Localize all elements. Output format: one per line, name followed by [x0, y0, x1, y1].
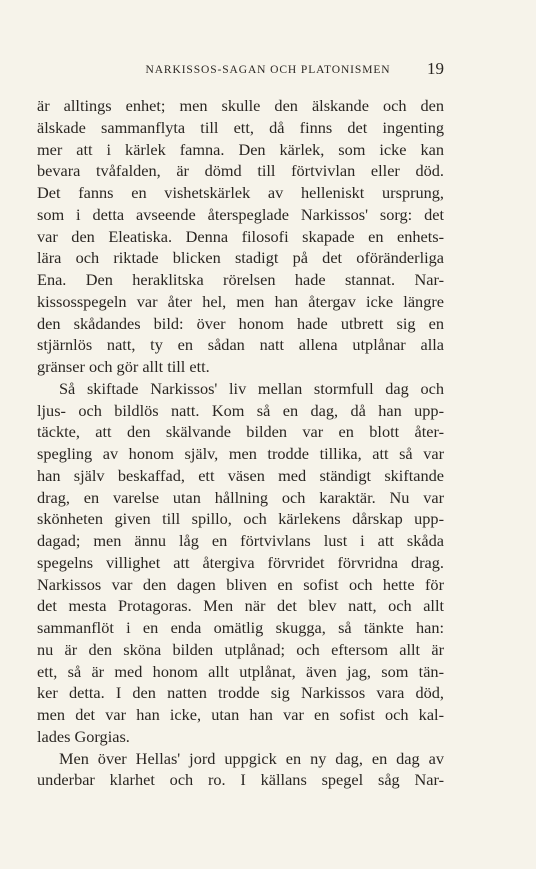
text-line: det mesta Protagoras. Men när det blev natt, och allt [37, 596, 444, 616]
text-line: var den Eleatiska. Denna filosofi skapade en enhets- [37, 226, 444, 246]
text-line: men det var han icke, utan han var en sofist och kal- [37, 705, 444, 724]
text-line: drag, en varelse utan hållning och karaktär. Nu var [37, 487, 444, 507]
text-line: älskade sammanflyta till ett, då finns det ingenting [37, 117, 444, 137]
text-line: lära och riktade blicken stadigt på det oföränderliga [37, 248, 444, 268]
running-title: NARKISSOS-SAGAN OCH PLATONISMEN [145, 64, 391, 76]
text-line: skönheten given till spillo, och kärlekens dårskap upp- [37, 509, 444, 529]
text-line: är alltings enhet; men skulle den älskande och den [37, 96, 444, 115]
text-line: kissosspegeln var åter hel, men han återgav icke längre [37, 291, 444, 311]
text-line: lades Gorgias. [37, 726, 130, 746]
page-number: 19 [427, 59, 444, 78]
text-line: sammanflöt i en enda omätlig skugga, så tänkte han: [37, 618, 444, 637]
text-line: ett, så är med honom allt utplånat, även jag, som tän- [37, 661, 444, 681]
text-line: han själv beskaffad, ett väsen med ständigt skiftande [37, 465, 444, 485]
text-line: Narkissos var den dagen bliven en sofist och hette för [37, 574, 444, 594]
text-line: täckte, att den skälvande bilden var en blott åter- [37, 422, 444, 442]
text-line: nu är den sköna bilden utplånad; och eftersom allt är [37, 639, 444, 659]
text-line: Det fanns en vishetskärlek av helleniskt ursprung, [37, 183, 444, 202]
text-line: underbar klarhet och ro. I källans spegel såg Nar- [37, 770, 444, 790]
text-line: den skådandes bild: över honom hade utbrett sig en [37, 313, 444, 333]
text-line: mer att i kärlek famna. Den kärlek, som icke kan [37, 139, 444, 159]
text-line: Men över Hellas' jord uppgick en ny dag, en dag av [59, 748, 444, 768]
text-line: stjärnlös natt, ty en sådan natt allena utplånar alla [37, 335, 444, 355]
text-line: som i detta avseende återspeglade Narkissos' sorg: det [37, 204, 444, 224]
text-line: ljus- och bildlös natt. Kom så en dag, då han upp- [37, 400, 444, 420]
text-line: spegling av honom själv, men trodde tillika, att så var [37, 444, 444, 463]
text-line: ker detta. I den natten trodde sig Narkissos vara död, [37, 683, 444, 703]
text-line: Så skiftade Narkissos' liv mellan stormfull dag och [59, 378, 444, 398]
body-text [37, 95, 444, 791]
text-line: spegelns villighet att återgiva förvridet förvridna drag. [37, 552, 444, 572]
text-line: gränser och gör allt till ett. [37, 357, 210, 376]
text-line: bevara tvåfalden, är dömd till förtvivlan eller död. [37, 161, 444, 181]
text-line: Ena. Den heraklitska rörelsen hade stannat. Nar- [37, 270, 444, 289]
text-line: dagad; men ännu låg en förtvivlans lust i att skåda [37, 531, 444, 550]
